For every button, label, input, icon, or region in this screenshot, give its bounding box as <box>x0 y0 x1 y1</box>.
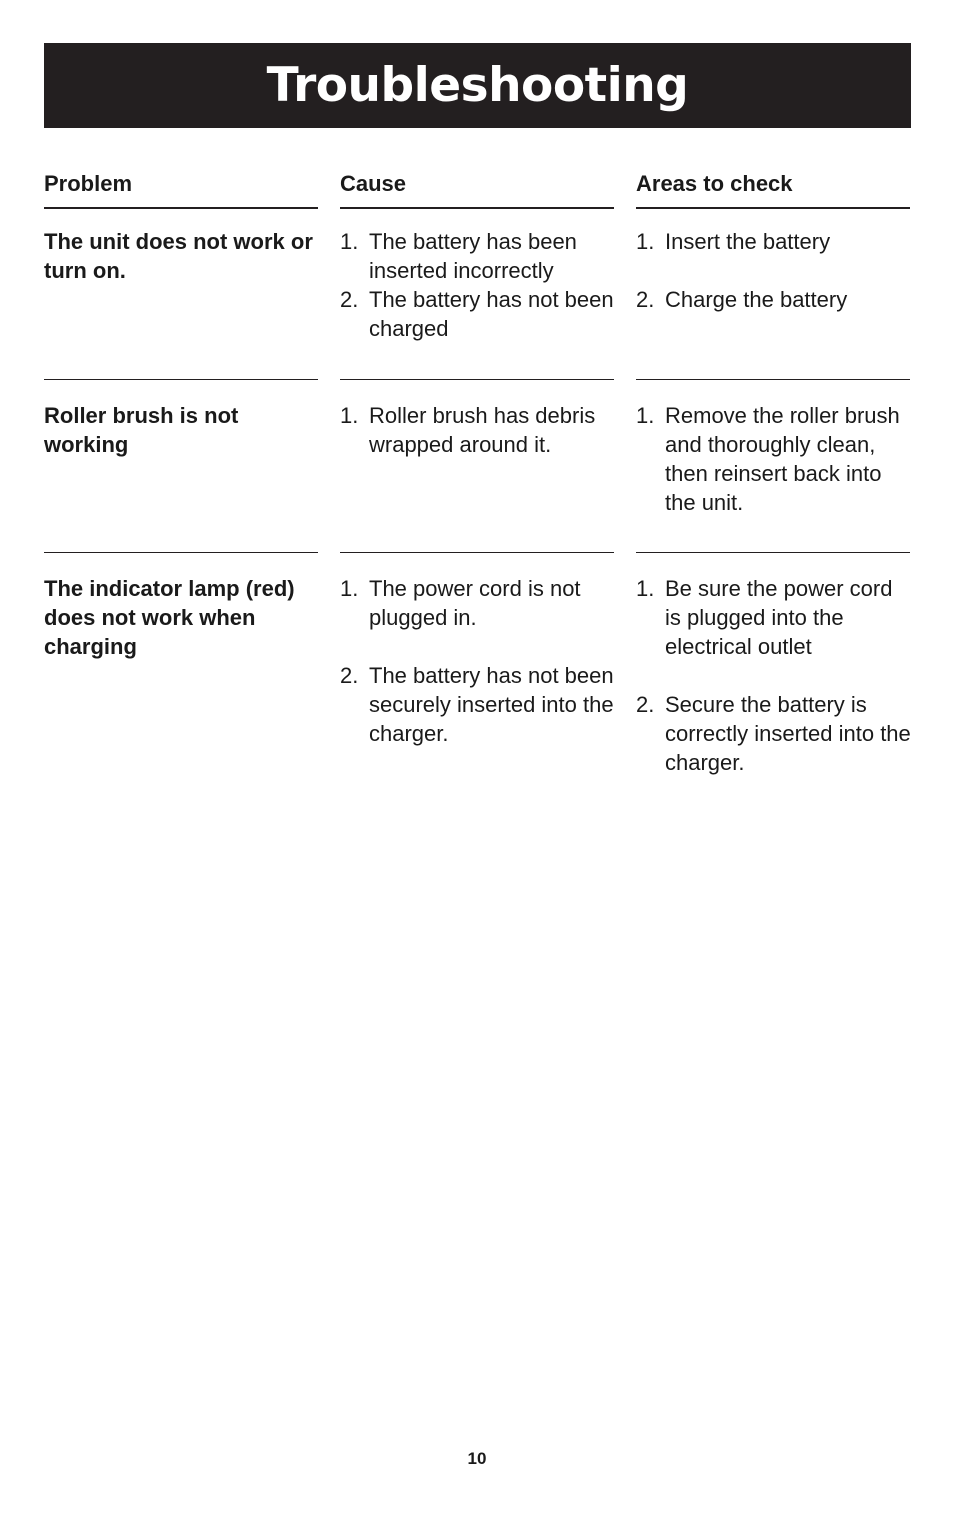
list-item <box>340 401 618 459</box>
item-text: Insert the battery <box>665 229 831 254</box>
item-number: 1. <box>340 229 359 254</box>
list-item <box>636 227 914 256</box>
list-item <box>340 574 618 632</box>
page-number: 10 <box>467 1449 487 1468</box>
row-3-causes <box>340 574 618 748</box>
item-text: The battery has not been securely inserted into the charger. <box>369 663 614 746</box>
list-item <box>636 690 914 777</box>
item-text: The battery has not been charged <box>369 287 614 341</box>
item-number: 1. <box>340 403 359 428</box>
item-number: 2. <box>340 663 359 688</box>
row-1-checks <box>636 227 914 314</box>
row-divider <box>44 552 318 553</box>
row-1-problem: The unit does not work or turn on. <box>44 229 313 283</box>
list-item <box>636 574 914 661</box>
row-divider <box>44 379 318 380</box>
list-item <box>636 401 914 517</box>
row-divider <box>636 379 910 380</box>
title-banner <box>44 43 911 128</box>
item-number: 1. <box>636 576 655 601</box>
row-divider <box>636 552 910 553</box>
item-number: 2. <box>636 287 655 312</box>
row-3-checks <box>636 574 914 777</box>
item-text: The power cord is not plugged in. <box>369 576 581 630</box>
item-number: 2. <box>340 287 359 312</box>
item-number: 1. <box>636 229 655 254</box>
row-2-problem: Roller brush is not working <box>44 403 239 457</box>
row-3-problem: The indicator lamp (red) does not work when charging <box>44 576 295 659</box>
item-text: Remove the roller brush and thoroughly clean, then reinsert back into the unit. <box>665 403 900 515</box>
item-text: The battery has been inserted incorrectly <box>369 229 577 283</box>
row-2-causes <box>340 401 618 459</box>
row-1-causes <box>340 227 618 343</box>
list-item <box>340 227 618 285</box>
item-number: 1. <box>636 403 655 428</box>
page-title: Troubleshooting <box>266 58 689 113</box>
row-divider <box>340 379 614 380</box>
list-item <box>636 285 914 314</box>
header-problem: Problem <box>44 170 318 209</box>
row-divider <box>340 552 614 553</box>
list-item <box>340 661 618 748</box>
item-text: Roller brush has debris wrapped around it. <box>369 403 596 457</box>
item-text: Charge the battery <box>665 287 848 312</box>
header-areas-to-check: Areas to check <box>636 170 910 209</box>
list-item <box>340 285 618 343</box>
item-text: Be sure the power cord is plugged into the electrical outlet <box>665 576 893 659</box>
item-text: Secure the battery is correctly inserted into the charger. <box>665 692 911 775</box>
item-number: 2. <box>636 692 655 717</box>
item-number: 1. <box>340 576 359 601</box>
row-2-checks <box>636 401 914 517</box>
header-cause: Cause <box>340 170 614 209</box>
